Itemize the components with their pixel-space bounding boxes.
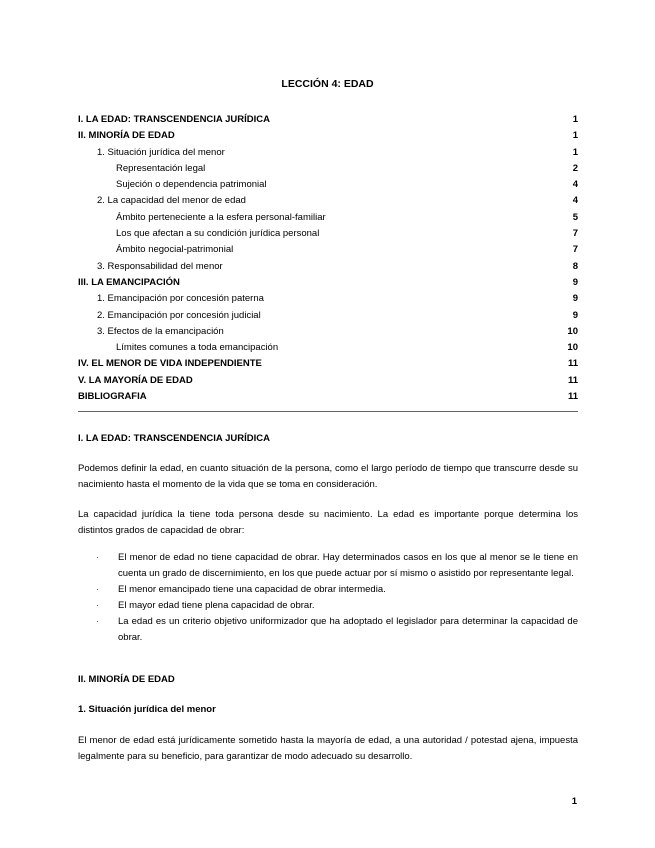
paragraph: El menor de edad está jurídicamente sometido hasta la mayoría de edad, a una autoridad / potestad ajena, impuesta legalmente para su beneficio, para garantizar de modo adecuado su desarrollo. <box>78 735 578 762</box>
toc-entry-page: 9 <box>572 293 578 305</box>
toc-entry-page: 10 <box>567 325 578 337</box>
toc-entry-page: 2 <box>572 162 578 174</box>
toc-entry-page: 8 <box>572 260 578 272</box>
list-item-text: El mayor edad tiene plena capacidad de obrar. <box>118 600 315 611</box>
toc-entry-label: 3. Responsabilidad del menor <box>97 260 223 272</box>
toc-entry-page: 4 <box>572 179 578 191</box>
toc-entry-page: 9 <box>572 276 578 288</box>
toc-divider <box>78 411 578 412</box>
toc-entry-page: 1 <box>572 130 578 142</box>
page-number: 1 <box>571 796 577 807</box>
list-item-text: La edad es un criterio objetivo uniformizador que ha adoptado el legislador para determinar la capacidad de obrar. <box>118 616 578 643</box>
toc-entry-page: 7 <box>572 244 578 256</box>
list-item-text: El menor de edad no tiene capacidad de obrar. Hay determinados casos en los que al menor se le tiene en cuenta un grado de discernimiento, en los que puede actuar por sí mismo o asistido por representante legal. <box>118 552 578 579</box>
toc-entry[interactable] <box>78 161 578 177</box>
toc-entry-label: 1. Emancipación por concesión paterna <box>97 293 264 305</box>
toc-entry[interactable] <box>78 259 578 275</box>
toc-entry-label: II. MINORÍA DE EDAD <box>78 130 175 142</box>
toc-entry-label: Los que afectan a su condición jurídica personal <box>116 228 320 240</box>
list-item <box>78 614 578 646</box>
toc-entry-label: III. LA EMANCIPACIÓN <box>78 276 180 288</box>
section-heading: I. LA EDAD: TRANSCENDENCIA JURÍDICA <box>78 433 270 444</box>
toc-entry-label: BIBLIOGRAFIA <box>78 391 147 403</box>
bullet-list <box>78 550 578 646</box>
toc-entry-label: Ámbito negocial-patrimonial <box>116 244 234 256</box>
subsection-heading: 1. Situación jurídica del menor <box>78 704 216 715</box>
paragraph: La capacidad jurídica la tiene toda persona desde su nacimiento. La edad es importante porque determina los distintos grados de capacidad de obrar: <box>78 509 578 536</box>
bullet-icon: · <box>96 553 99 562</box>
toc-entry[interactable] <box>78 242 578 258</box>
toc-entry-label: I. LA EDAD: TRANSCENDENCIA JURÍDICA <box>78 114 270 125</box>
toc-entry-page: 10 <box>567 342 578 354</box>
section-heading: II. MINORÍA DE EDAD <box>78 674 175 685</box>
toc-entry-label: 2. Emancipación por concesión judicial <box>97 309 261 321</box>
toc-entry-label: V. LA MAYORÍA DE EDAD <box>78 374 193 386</box>
toc-entry-label: IV. EL MENOR DE VIDA INDEPENDIENTE <box>78 358 262 370</box>
toc-entry-label: Ámbito perteneciente a la esfera personal-familiar <box>116 211 326 223</box>
toc-entry[interactable] <box>78 356 578 372</box>
toc-entry-label: Representación legal <box>116 162 206 174</box>
toc-entry-label: Límites comunes a toda emancipación <box>116 342 279 354</box>
toc-entry-page: 1 <box>572 114 578 125</box>
toc-entry-page: 7 <box>572 228 578 240</box>
table-of-contents <box>78 112 578 405</box>
toc-entry[interactable] <box>78 226 578 242</box>
toc-entry-label: 2. La capacidad del menor de edad <box>97 195 246 207</box>
toc-entry[interactable] <box>78 177 578 193</box>
toc-entry-page: 5 <box>572 211 578 223</box>
toc-entry-label: 3. Efectos de la emancipación <box>97 325 224 337</box>
toc-entry[interactable] <box>78 308 578 324</box>
toc-entry-page: 11 <box>567 391 578 403</box>
toc-entry[interactable] <box>78 145 578 161</box>
toc-entry[interactable] <box>78 112 578 128</box>
bullet-icon: · <box>96 617 99 626</box>
toc-entry-page: 1 <box>572 146 578 158</box>
paragraph: Podemos definir la edad, en cuanto situación de la persona, como el largo período de tiempo que transcurre desde su nacimiento hasta el momento de la vida que se toma en consideración. <box>78 463 578 490</box>
toc-entry[interactable] <box>78 291 578 307</box>
list-item <box>78 550 578 582</box>
toc-entry-label: Sujeción o dependencia patrimonial <box>116 179 267 191</box>
bullet-icon: · <box>96 585 99 594</box>
list-item-text: El menor emancipado tiene una capacidad de obrar intermedia. <box>118 584 386 595</box>
toc-entry[interactable] <box>78 373 578 389</box>
toc-entry[interactable] <box>78 324 578 340</box>
toc-entry[interactable] <box>78 340 578 356</box>
toc-entry-page: 11 <box>567 358 578 370</box>
list-item <box>78 582 578 598</box>
toc-entry[interactable] <box>78 128 578 144</box>
toc-entry-page: 11 <box>567 374 578 386</box>
toc-entry-label: 1. Situación jurídica del menor <box>97 146 225 158</box>
page-title: LECCIÓN 4: EDAD <box>281 78 374 90</box>
toc-entry[interactable] <box>78 193 578 209</box>
list-item <box>78 598 578 614</box>
toc-entry[interactable] <box>78 275 578 291</box>
toc-entry[interactable] <box>78 210 578 226</box>
toc-entry-page: 4 <box>572 195 578 207</box>
toc-entry[interactable] <box>78 389 578 405</box>
toc-entry-page: 9 <box>572 309 578 321</box>
bullet-icon: · <box>96 601 99 610</box>
